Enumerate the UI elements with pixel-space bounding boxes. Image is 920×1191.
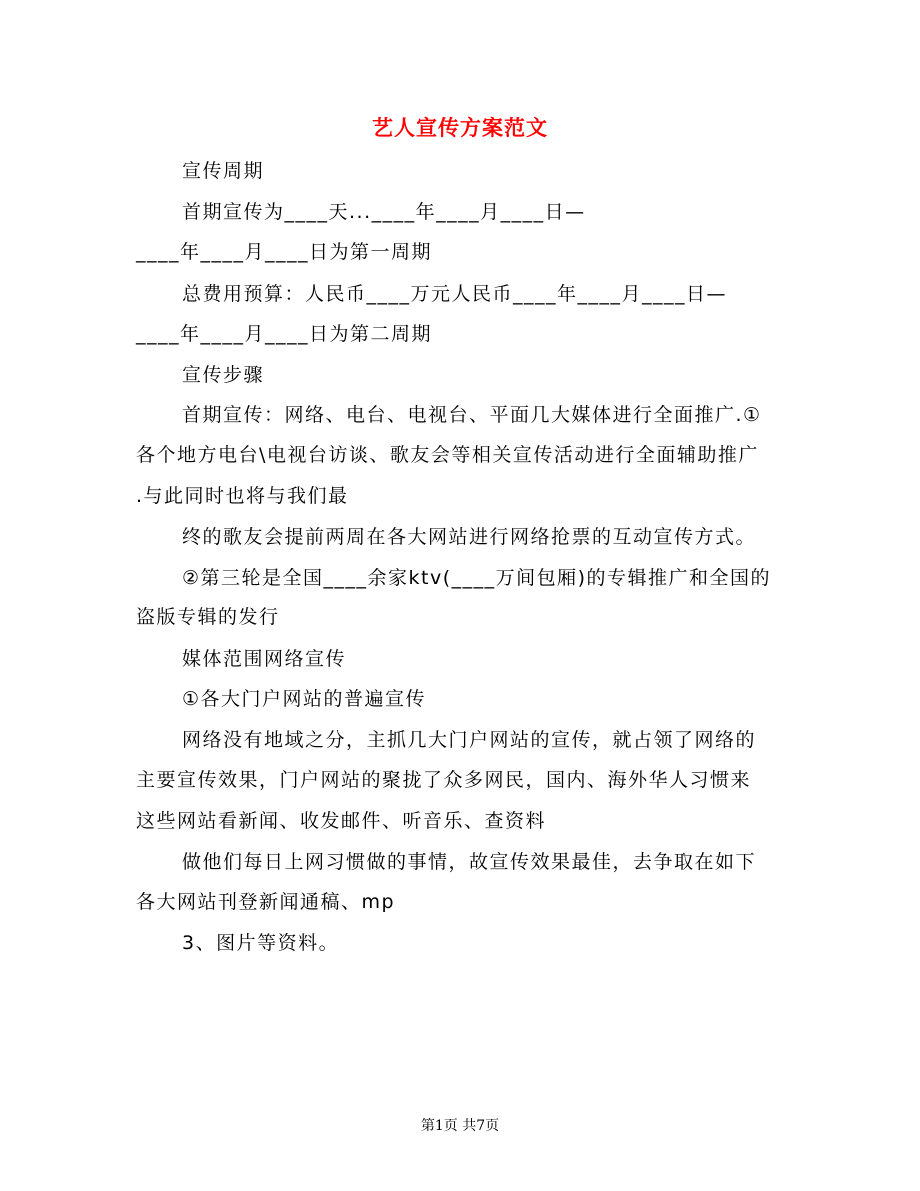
- paragraph-line: 各大网站刊登新闻通稿、mp: [136, 891, 396, 913]
- document-title: 艺人宣传方案范文: [372, 115, 548, 140]
- paragraph-line: .与此同时也将与我们最: [136, 485, 349, 507]
- paragraph-line: 总费用预算：人民币____万元人民币____年____月____日—: [182, 283, 728, 305]
- paragraph-line: 各个地方电台\电视台访谈、歌友会等相关宣传活动进行全面辅助推广: [136, 444, 759, 466]
- heading-publicity-period: 宣传周期: [182, 160, 265, 182]
- paragraph-line: 终的歌友会提前两周在各大网站进行网络抢票的互动宣传方式。: [182, 526, 757, 548]
- page-number-footer: 第1页 共7页: [420, 1118, 500, 1134]
- paragraph-line: 这些网站看新闻、收发邮件、听音乐、查资料: [136, 810, 547, 832]
- paragraph-line: 3、图片等资料。: [182, 932, 340, 954]
- paragraph-line: ____年____月____日为第一周期: [136, 241, 433, 263]
- paragraph-line: ____年____月____日为第二周期: [136, 323, 433, 345]
- paragraph-line: 盗版专辑的发行: [136, 606, 280, 628]
- paragraph-line: 主要宣传效果，门户网站的聚拢了众多网民，国内、海外华人习惯来: [136, 769, 752, 791]
- paragraph-line: 做他们每日上网习惯做的事情，故宣传效果最佳，去争取在如下: [182, 851, 757, 873]
- heading-media-scope: 媒体范围网络宣传: [182, 648, 347, 670]
- paragraph-line: 首期宣传：网络、电台、电视台、平面几大媒体进行全面推广.①: [182, 404, 762, 426]
- heading-publicity-steps: 宣传步骤: [182, 364, 265, 386]
- paragraph-line: ①各大门户网站的普遍宣传: [182, 688, 427, 710]
- paragraph-line: 首期宣传为____天...____年____月____日—: [182, 201, 586, 223]
- paragraph-line: 网络没有地域之分，主抓几大门户网站的宣传，就占领了网络的: [182, 729, 757, 751]
- paragraph-line: ②第三轮是全国____余家ktv(____万间包厢)的专辑推广和全国的: [182, 567, 772, 589]
